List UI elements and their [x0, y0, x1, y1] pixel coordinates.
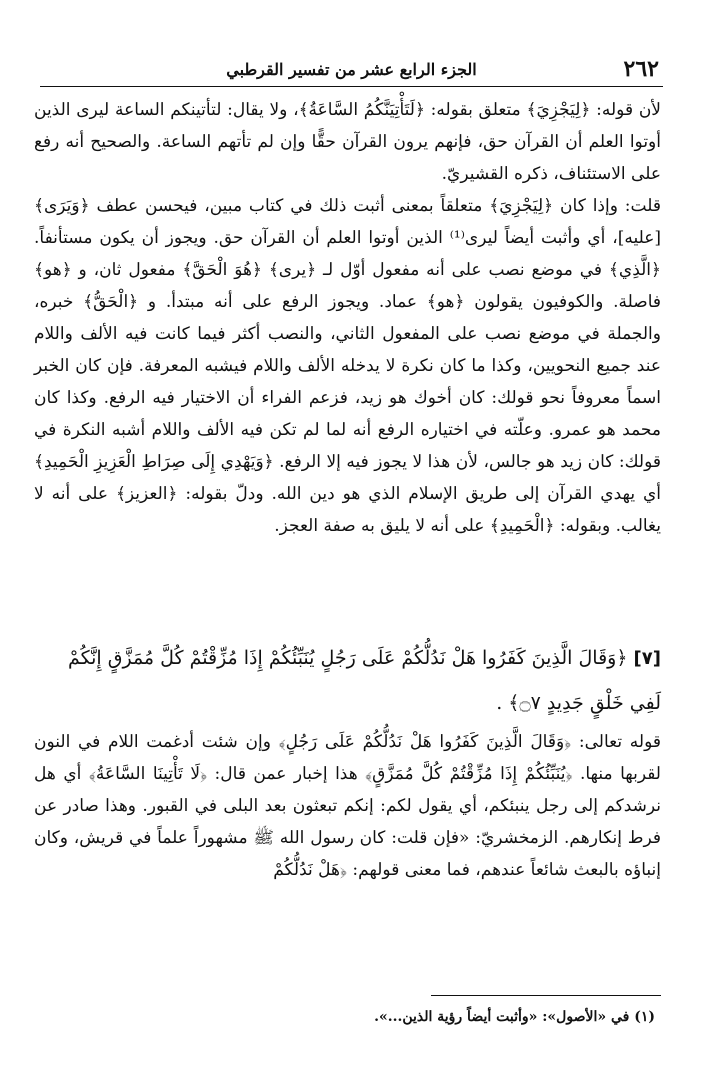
page-header — [40, 52, 663, 87]
verse-block — [34, 636, 661, 725]
paragraph-1-text: لأن قوله: ﴿لِيَجْزِيَ﴾ متعلق بقوله: ﴿لَتَأْتِيَنَّكُمُ السَّاعَةُ﴾، ولا يقال: لتأتينكم الساعة ليرى الذين أوتوا العلم أن القرآن حق، فإنهم يرون القرآن حقًّا وإن لم تأتهم الساعة. والصحيح أنه رفع على الاستئناف، ذكره القشيريّ. — [34, 100, 661, 184]
verse-line — [34, 636, 661, 725]
paragraph-2-text: قلت: وإذا كان ﴿لِيَجْزِيَ﴾ متعلقاً بمعنى أثبت ذلك في كتاب مبين، فيحسن عطف ﴿وَيَرَى﴾ [عليه]، أي وأثبت أيضاً ليرى⁽¹⁾ الذين أوتوا العلم أن القرآن حق. ويجوز أن يكون مستأنفاً. ﴿الَّذِي﴾ في موضع نصب على أنه مفعول أوّل لـ ﴿يرى﴾ ﴿هُوَ الْحَقَّ﴾ مفعول ثان، و ﴿هو﴾ فاصلة. والكوفيون يقولون ﴿هو﴾ عماد. ويجوز الرفع على أنه مبتدأ. و ﴿الْحَقُّ﴾ خبره، والجملة في موضع نصب على المفعول الثاني، والنصب أكثر فيما كانت فيه الألف واللام عند جميع النحويين، وكذا ما كان نكرة لا يدخله الألف واللام فيشبه المعرفة. فإن كان الخبر اسماً معروفاً نحو قولك: كان أخوك هو زيد، فزعم الفراء أن الاختيار فيه الرفع. وكذا كان محمد هو عمرو. وعلّته في اختياره الرفع أنه لما لم تكن فيه الألف واللام أشبه النكرة في قولك: كان زيد هو جالس، لأن هذا لا يجوز فيه إلا الرفع. ﴿وَيَهْدِي إِلَى صِرَاطِ الْعَزِيزِ الْحَمِيدِ﴾ أي يهدي القرآن إلى طريق الإسلام الذي هو دين الله. ودلّ بقوله: ﴿العزيز﴾ على أنه لا يغالب. وبقوله: ﴿الْحَمِيدِ﴾ على أنه لا يليق به صفة العجز. — [34, 196, 661, 536]
paragraph-1 — [34, 94, 661, 190]
paragraph-2 — [34, 190, 661, 542]
paragraph-3 — [34, 726, 661, 886]
verse-text: ﴿وَقَالَ الَّذِينَ كَفَرُوا هَلْ نَدُلُّكُمْ عَلَى رَجُلٍ يُنَبِّئُكُمْ إِذَا مُزِّقْتُمْ كُلَّ مُمَزَّقٍ إِنَّكُمْ لَفِي خَلْقٍ جَدِيدٍ ۝٧﴾ . — [67, 647, 661, 714]
verse-number: [٧] — [633, 648, 661, 669]
paragraph-3-text: قوله تعالى: ﴿وَقَالَ الَّذِينَ كَفَرُوا هَلْ نَدُلُّكُمْ عَلَى رَجُلٍ﴾ وإن شئت أدغمت اللام في النون لقربها منها. ﴿يُنَبِّئُكُمْ إِذَا مُزِّقْتُمْ كُلَّ مُمَزَّقٍ﴾ هذا إخبار عمن قال: ﴿لَا تَأْتِينَا السَّاعَةُ﴾ أي هل نرشدكم إلى رجل ينبئكم، أي يقول لكم: إنكم تبعثون بعد البلى في القبور. وهذا صادر عن فرط إنكارهم. الزمخشريّ: «فإن قلت: كان رسول الله ﷺ مشهوراً علماً في قريش، وكان إنباؤه بالبعث شائعاً عندهم، فما معنى قولهم: ﴿هَلْ نَدُلُّكُمْ — [34, 732, 661, 880]
page-number: ٢٦٢ — [623, 56, 659, 82]
running-title: الجزء الرابع عشر من تفسير القرطبي — [226, 60, 477, 79]
footnote: (١) في «الأصول»: «وأثبت أيضاً رؤية الذين...». — [374, 1009, 655, 1025]
footnote-divider — [431, 995, 661, 996]
